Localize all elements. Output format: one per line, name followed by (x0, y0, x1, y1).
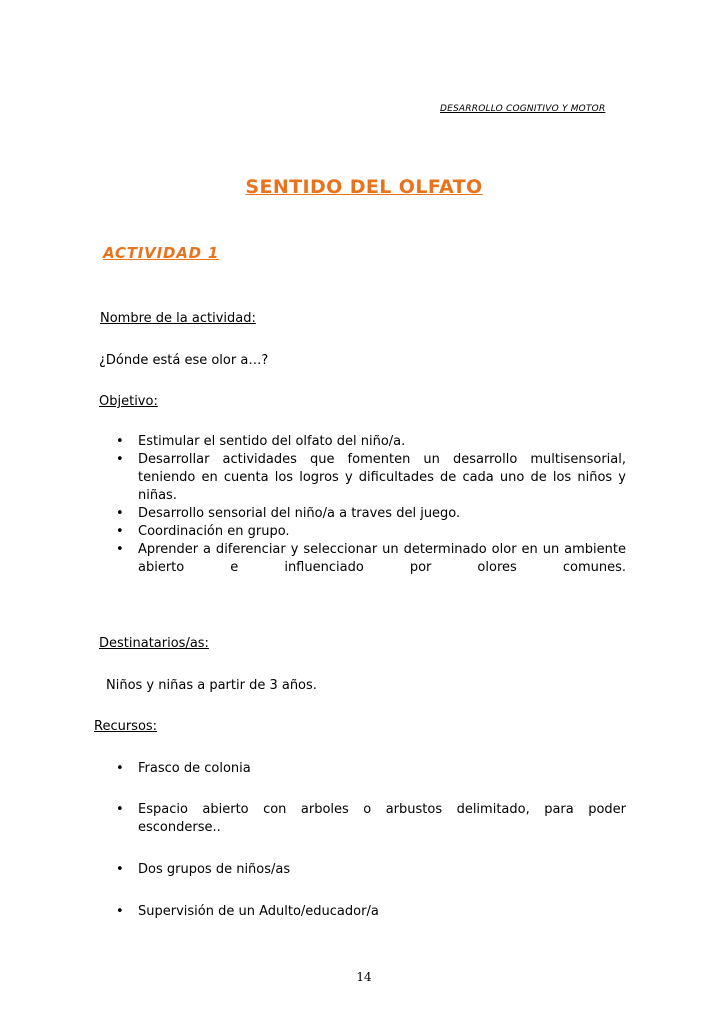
list-item: • Espacio abierto con arboles o arbustos delimitado, para poder esconderse.. (116, 802, 626, 835)
list-item: • Supervisión de un Adulto/educador/a (116, 904, 379, 919)
bullet-icon: • (116, 802, 124, 817)
page-title: SENTIDO DEL OLFATO (245, 176, 483, 198)
list-item: • Desarrollo sensorial del niño/a a traves del juego. (116, 506, 461, 521)
recurso-item-1 (112, 760, 626, 778)
objetivos-list (112, 433, 626, 577)
recurso-item-2 (112, 801, 626, 837)
bullet-icon: • (116, 761, 124, 776)
bullet-icon: • (116, 452, 124, 467)
page-number: 14 (356, 970, 372, 984)
objetivo-label: Objetivo: (99, 394, 158, 409)
bullet-icon: • (116, 862, 124, 877)
bullet-icon: • (116, 904, 124, 919)
activity-heading: ACTIVIDAD 1 (103, 244, 220, 262)
list-item: • Dos grupos de niños/as (116, 862, 291, 877)
nombre-value: ¿Dónde está ese olor a…? (99, 353, 269, 368)
destinatarios-value: Niños y niñas a partir de 3 años. (106, 678, 317, 693)
recurso-item-4 (112, 903, 626, 921)
recurso-item-3 (112, 861, 626, 879)
bullet-icon: • (116, 506, 124, 521)
page-header: DESARROLLO COGNITIVO Y MOTOR (440, 104, 606, 114)
nombre-label: Nombre de la actividad: (100, 311, 256, 326)
bullet-icon: • (116, 434, 124, 449)
bullet-icon: • (116, 542, 124, 557)
recursos-label: Recursos: (94, 719, 158, 734)
list-item: • Frasco de colonia (116, 761, 251, 776)
list-item: • Aprender a diferenciar y seleccionar un determinado olor en un ambiente abierto e influenciado por olores comunes. (116, 542, 626, 575)
list-item: • Estimular el sentido del olfato del niño/a. (116, 434, 406, 449)
list-item: • Coordinación en grupo. (116, 524, 290, 539)
bullet-icon: • (116, 524, 124, 539)
destinatarios-label: Destinatarios/as: (99, 636, 209, 651)
list-item: • Desarrollar actividades que fomenten un desarrollo multisensorial, teniendo en cuenta los logros y dificultades de cada uno de los niños y niñas. (116, 452, 626, 503)
